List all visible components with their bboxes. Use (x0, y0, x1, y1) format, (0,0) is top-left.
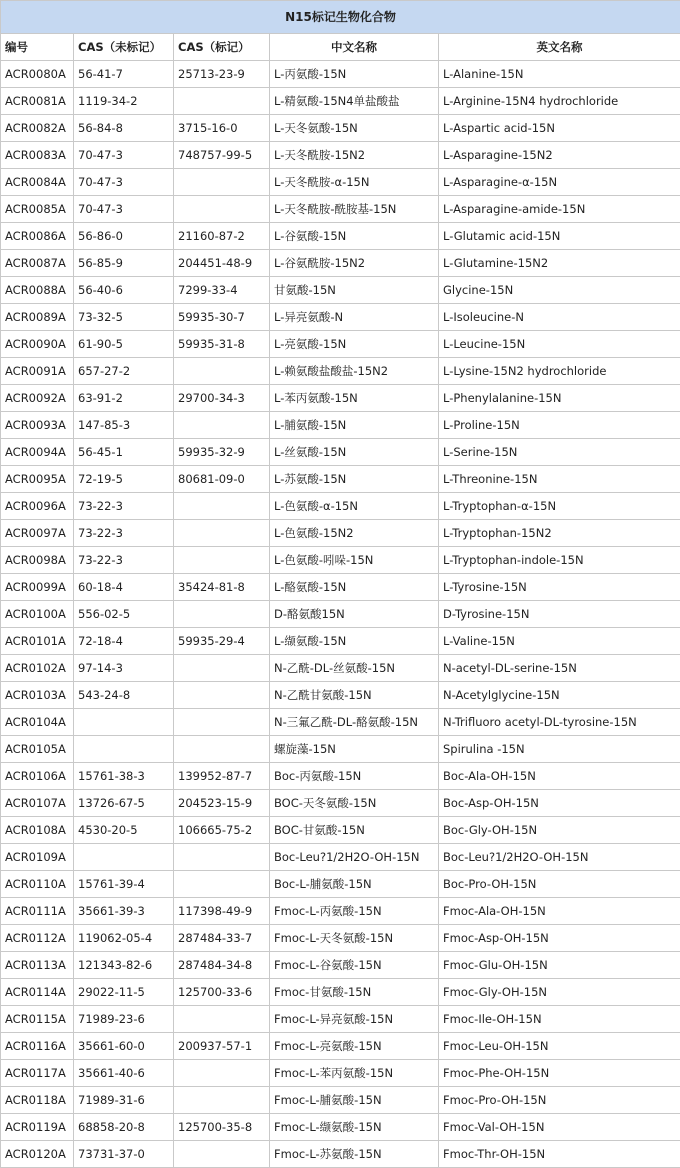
cell-id: ACR0112A (1, 925, 74, 952)
cell-cas-unlabeled: 70-47-3 (74, 196, 174, 223)
table-row (1, 601, 680, 628)
cell-cas-labeled: 59935-32-9 (174, 439, 270, 466)
cell-cas-labeled (174, 871, 270, 898)
cell-cas-unlabeled: 15761-38-3 (74, 763, 174, 790)
cell-english-name: N-Trifluoro acetyl-DL-tyrosine-15N (439, 709, 680, 736)
cell-cas-labeled: 117398-49-9 (174, 898, 270, 925)
cell-cas-unlabeled: 56-84-8 (74, 115, 174, 142)
table-row (1, 682, 680, 709)
cell-cas-unlabeled: 29022-11-5 (74, 979, 174, 1006)
cell-english-name: N-Acetylglycine-15N (439, 682, 680, 709)
cell-id: ACR0099A (1, 574, 74, 601)
cell-cas-labeled (174, 493, 270, 520)
table-row (1, 979, 680, 1006)
cell-cas-unlabeled: 35661-60-0 (74, 1033, 174, 1060)
cell-chinese-name: L-色氨酸-15N2 (270, 520, 439, 547)
cell-cas-unlabeled: 71989-23-6 (74, 1006, 174, 1033)
cell-cas-labeled (174, 709, 270, 736)
cell-id: ACR0085A (1, 196, 74, 223)
cell-cas-unlabeled: 60-18-4 (74, 574, 174, 601)
cell-english-name: L-Threonine-15N (439, 466, 680, 493)
cell-english-name: L-Lysine-15N2 hydrochloride (439, 358, 680, 385)
cell-cas-unlabeled: 56-85-9 (74, 250, 174, 277)
cell-english-name: L-Proline-15N (439, 412, 680, 439)
cell-cas-labeled (174, 358, 270, 385)
cell-english-name: L-Tryptophan-α-15N (439, 493, 680, 520)
cell-chinese-name: Fmoc-L-苯丙氨酸-15N (270, 1060, 439, 1087)
table-title: N15标记生物化合物 (1, 1, 680, 34)
table-row (1, 385, 680, 412)
cell-chinese-name: L-天冬酰胺-15N2 (270, 142, 439, 169)
cell-english-name: Glycine-15N (439, 277, 680, 304)
cell-chinese-name: L-色氨酸-吲哚-15N (270, 547, 439, 574)
cell-chinese-name: L-天冬酰胺-酰胺基-15N (270, 196, 439, 223)
cell-chinese-name: L-亮氨酸-15N (270, 331, 439, 358)
cell-chinese-name: L-谷氨酰胺-15N2 (270, 250, 439, 277)
cell-cas-labeled: 35424-81-8 (174, 574, 270, 601)
cell-id: ACR0081A (1, 88, 74, 115)
cell-chinese-name: L-谷氨酸-15N (270, 223, 439, 250)
cell-chinese-name: Fmoc-甘氨酸-15N (270, 979, 439, 1006)
cell-cas-unlabeled (74, 709, 174, 736)
cell-id: ACR0115A (1, 1006, 74, 1033)
cell-cas-labeled (174, 547, 270, 574)
table-row (1, 115, 680, 142)
cell-chinese-name: 甘氨酸-15N (270, 277, 439, 304)
cell-chinese-name: L-缬氨酸-15N (270, 628, 439, 655)
table-row (1, 61, 680, 88)
cell-cas-labeled (174, 88, 270, 115)
header-cas-unlabeled: CAS（未标记） (74, 34, 174, 61)
cell-cas-labeled (174, 736, 270, 763)
cell-cas-unlabeled: 70-47-3 (74, 169, 174, 196)
cell-english-name: L-Glutamine-15N2 (439, 250, 680, 277)
cell-english-name: L-Asparagine-α-15N (439, 169, 680, 196)
cell-english-name: Fmoc-Asp-OH-15N (439, 925, 680, 952)
cell-cas-labeled (174, 682, 270, 709)
cell-cas-unlabeled: 147-85-3 (74, 412, 174, 439)
cell-id: ACR0111A (1, 898, 74, 925)
cell-english-name: L-Arginine-15N4 hydrochloride (439, 88, 680, 115)
cell-id: ACR0088A (1, 277, 74, 304)
table-row (1, 763, 680, 790)
cell-chinese-name: L-赖氨酸盐酸盐-15N2 (270, 358, 439, 385)
cell-chinese-name: BOC-天冬氨酸-15N (270, 790, 439, 817)
cell-chinese-name: Boc-Leu?1/2H2O-OH-15N (270, 844, 439, 871)
header-cas-labeled: CAS（标记） (174, 34, 270, 61)
cell-english-name: Fmoc-Gly-OH-15N (439, 979, 680, 1006)
cell-cas-labeled: 106665-75-2 (174, 817, 270, 844)
table-row (1, 88, 680, 115)
cell-id: ACR0095A (1, 466, 74, 493)
cell-cas-unlabeled: 68858-20-8 (74, 1114, 174, 1141)
cell-cas-labeled: 200937-57-1 (174, 1033, 270, 1060)
cell-english-name: Fmoc-Ile-OH-15N (439, 1006, 680, 1033)
cell-english-name: Fmoc-Pro-OH-15N (439, 1087, 680, 1114)
cell-id: ACR0094A (1, 439, 74, 466)
cell-cas-labeled: 80681-09-0 (174, 466, 270, 493)
cell-cas-labeled (174, 1006, 270, 1033)
cell-id: ACR0114A (1, 979, 74, 1006)
cell-cas-labeled: 21160-87-2 (174, 223, 270, 250)
cell-cas-unlabeled: 71989-31-6 (74, 1087, 174, 1114)
cell-id: ACR0119A (1, 1114, 74, 1141)
cell-cas-labeled (174, 1060, 270, 1087)
cell-cas-labeled: 204451-48-9 (174, 250, 270, 277)
cell-english-name: L-Phenylalanine-15N (439, 385, 680, 412)
cell-cas-labeled (174, 412, 270, 439)
table-row (1, 358, 680, 385)
cell-cas-unlabeled: 119062-05-4 (74, 925, 174, 952)
cell-cas-labeled: 59935-31-8 (174, 331, 270, 358)
cell-id: ACR0096A (1, 493, 74, 520)
cell-english-name: Fmoc-Phe-OH-15N (439, 1060, 680, 1087)
cell-english-name: L-Glutamic acid-15N (439, 223, 680, 250)
table-row (1, 223, 680, 250)
header-id: 编号 (1, 34, 74, 61)
cell-chinese-name: Fmoc-L-亮氨酸-15N (270, 1033, 439, 1060)
cell-id: ACR0106A (1, 763, 74, 790)
cell-cas-labeled (174, 655, 270, 682)
cell-chinese-name: Fmoc-L-天冬氨酸-15N (270, 925, 439, 952)
cell-english-name: D-Tyrosine-15N (439, 601, 680, 628)
cell-chinese-name: Boc-L-脯氨酸-15N (270, 871, 439, 898)
cell-english-name: Boc-Leu?1/2H2O-OH-15N (439, 844, 680, 871)
cell-id: ACR0109A (1, 844, 74, 871)
cell-cas-unlabeled: 56-41-7 (74, 61, 174, 88)
cell-chinese-name: L-酪氨酸-15N (270, 574, 439, 601)
table-row (1, 520, 680, 547)
cell-english-name: Fmoc-Glu-OH-15N (439, 952, 680, 979)
title-row (1, 1, 680, 34)
cell-chinese-name: L-天冬氨酸-15N (270, 115, 439, 142)
cell-english-name: L-Leucine-15N (439, 331, 680, 358)
cell-cas-unlabeled: 73-22-3 (74, 493, 174, 520)
table-row (1, 331, 680, 358)
cell-chinese-name: Fmoc-L-苏氨酸-15N (270, 1141, 439, 1168)
table-row (1, 628, 680, 655)
cell-english-name: N-acetyl-DL-serine-15N (439, 655, 680, 682)
cell-id: ACR0080A (1, 61, 74, 88)
cell-cas-unlabeled: 63-91-2 (74, 385, 174, 412)
cell-cas-labeled: 287484-33-7 (174, 925, 270, 952)
cell-english-name: L-Asparagine-15N2 (439, 142, 680, 169)
cell-chinese-name: L-脯氨酸-15N (270, 412, 439, 439)
cell-cas-labeled: 3715-16-0 (174, 115, 270, 142)
cell-id: ACR0087A (1, 250, 74, 277)
table-row (1, 736, 680, 763)
table-row (1, 493, 680, 520)
cell-cas-labeled: 7299-33-4 (174, 277, 270, 304)
cell-english-name: Fmoc-Leu-OH-15N (439, 1033, 680, 1060)
cell-cas-unlabeled: 56-86-0 (74, 223, 174, 250)
cell-cas-unlabeled: 121343-82-6 (74, 952, 174, 979)
cell-cas-unlabeled: 13726-67-5 (74, 790, 174, 817)
table-row (1, 574, 680, 601)
cell-cas-labeled: 59935-29-4 (174, 628, 270, 655)
cell-id: ACR0083A (1, 142, 74, 169)
cell-id: ACR0116A (1, 1033, 74, 1060)
cell-cas-unlabeled: 35661-40-6 (74, 1060, 174, 1087)
cell-chinese-name: Boc-丙氨酸-15N (270, 763, 439, 790)
header-chinese-name: 中文名称 (270, 34, 439, 61)
cell-english-name: L-Tryptophan-indole-15N (439, 547, 680, 574)
table-row (1, 1006, 680, 1033)
table-row (1, 898, 680, 925)
cell-cas-labeled: 25713-23-9 (174, 61, 270, 88)
cell-chinese-name: L-异亮氨酸-N (270, 304, 439, 331)
cell-english-name: L-Aspartic acid-15N (439, 115, 680, 142)
cell-cas-labeled (174, 169, 270, 196)
cell-id: ACR0093A (1, 412, 74, 439)
cell-cas-labeled (174, 601, 270, 628)
cell-chinese-name: L-天冬酰胺-α-15N (270, 169, 439, 196)
cell-chinese-name: BOC-甘氨酸-15N (270, 817, 439, 844)
table-row (1, 1060, 680, 1087)
table-row (1, 1033, 680, 1060)
cell-id: ACR0101A (1, 628, 74, 655)
cell-english-name: Boc-Pro-OH-15N (439, 871, 680, 898)
cell-cas-labeled: 287484-34-8 (174, 952, 270, 979)
table-row (1, 304, 680, 331)
cell-cas-unlabeled: 73-32-5 (74, 304, 174, 331)
cell-english-name: L-Serine-15N (439, 439, 680, 466)
cell-chinese-name: L-丙氨酸-15N (270, 61, 439, 88)
cell-chinese-name: N-乙酰-DL-丝氨酸-15N (270, 655, 439, 682)
table-row (1, 709, 680, 736)
cell-cas-labeled: 59935-30-7 (174, 304, 270, 331)
cell-english-name: Boc-Ala-OH-15N (439, 763, 680, 790)
cell-chinese-name: L-色氨酸-α-15N (270, 493, 439, 520)
cell-id: ACR0107A (1, 790, 74, 817)
table-row (1, 817, 680, 844)
cell-chinese-name: L-精氨酸-15N4单盐酸盐 (270, 88, 439, 115)
cell-cas-labeled: 29700-34-3 (174, 385, 270, 412)
cell-chinese-name: L-丝氨酸-15N (270, 439, 439, 466)
cell-id: ACR0092A (1, 385, 74, 412)
cell-cas-unlabeled: 4530-20-5 (74, 817, 174, 844)
cell-cas-labeled (174, 1141, 270, 1168)
cell-chinese-name: Fmoc-L-脯氨酸-15N (270, 1087, 439, 1114)
cell-cas-unlabeled: 72-18-4 (74, 628, 174, 655)
table-row (1, 844, 680, 871)
cell-chinese-name: D-酪氨酸15N (270, 601, 439, 628)
cell-cas-labeled: 204523-15-9 (174, 790, 270, 817)
cell-id: ACR0090A (1, 331, 74, 358)
cell-cas-labeled (174, 844, 270, 871)
cell-chinese-name: N-乙酰甘氨酸-15N (270, 682, 439, 709)
cell-id: ACR0097A (1, 520, 74, 547)
cell-id: ACR0110A (1, 871, 74, 898)
cell-cas-unlabeled: 35661-39-3 (74, 898, 174, 925)
cell-id: ACR0091A (1, 358, 74, 385)
cell-id: ACR0105A (1, 736, 74, 763)
cell-cas-unlabeled: 56-40-6 (74, 277, 174, 304)
table-row (1, 412, 680, 439)
table-row (1, 547, 680, 574)
cell-english-name: L-Isoleucine-N (439, 304, 680, 331)
cell-cas-labeled: 748757-99-5 (174, 142, 270, 169)
header-english-name: 英文名称 (439, 34, 680, 61)
cell-id: ACR0100A (1, 601, 74, 628)
cell-id: ACR0098A (1, 547, 74, 574)
cell-id: ACR0086A (1, 223, 74, 250)
table-row (1, 1114, 680, 1141)
cell-english-name: L-Tyrosine-15N (439, 574, 680, 601)
cell-english-name: Boc-Asp-OH-15N (439, 790, 680, 817)
cell-chinese-name: L-苏氨酸-15N (270, 466, 439, 493)
cell-cas-unlabeled: 73-22-3 (74, 547, 174, 574)
cell-cas-labeled: 125700-35-8 (174, 1114, 270, 1141)
cell-english-name: L-Valine-15N (439, 628, 680, 655)
cell-english-name: Spirulina -15N (439, 736, 680, 763)
cell-chinese-name: Fmoc-L-丙氨酸-15N (270, 898, 439, 925)
table-row (1, 655, 680, 682)
cell-english-name: Fmoc-Val-OH-15N (439, 1114, 680, 1141)
cell-english-name: Fmoc-Ala-OH-15N (439, 898, 680, 925)
cell-cas-labeled (174, 520, 270, 547)
cell-cas-labeled: 125700-33-6 (174, 979, 270, 1006)
cell-cas-unlabeled (74, 736, 174, 763)
table-row (1, 277, 680, 304)
table-row (1, 925, 680, 952)
table-row (1, 1087, 680, 1114)
table-body (1, 61, 680, 1168)
cell-english-name: L-Asparagine-amide-15N (439, 196, 680, 223)
table-row (1, 142, 680, 169)
cell-chinese-name: 螺旋藻-15N (270, 736, 439, 763)
table-row (1, 196, 680, 223)
cell-cas-unlabeled: 97-14-3 (74, 655, 174, 682)
cell-cas-unlabeled: 657-27-2 (74, 358, 174, 385)
cell-cas-unlabeled: 73-22-3 (74, 520, 174, 547)
cell-id: ACR0102A (1, 655, 74, 682)
cell-cas-unlabeled: 556-02-5 (74, 601, 174, 628)
cell-id: ACR0108A (1, 817, 74, 844)
table-row (1, 250, 680, 277)
table-row (1, 871, 680, 898)
table-row (1, 439, 680, 466)
cell-cas-unlabeled: 1119-34-2 (74, 88, 174, 115)
table-row (1, 466, 680, 493)
cell-cas-labeled (174, 1087, 270, 1114)
cell-cas-unlabeled (74, 844, 174, 871)
cell-id: ACR0118A (1, 1087, 74, 1114)
cell-cas-unlabeled: 73731-37-0 (74, 1141, 174, 1168)
cell-cas-unlabeled: 15761-39-4 (74, 871, 174, 898)
cell-english-name: Fmoc-Thr-OH-15N (439, 1141, 680, 1168)
cell-id: ACR0117A (1, 1060, 74, 1087)
cell-cas-unlabeled: 61-90-5 (74, 331, 174, 358)
cell-id: ACR0104A (1, 709, 74, 736)
cell-cas-unlabeled: 543-24-8 (74, 682, 174, 709)
cell-cas-unlabeled: 72-19-5 (74, 466, 174, 493)
table-row (1, 1141, 680, 1168)
cell-cas-unlabeled: 70-47-3 (74, 142, 174, 169)
cell-id: ACR0120A (1, 1141, 74, 1168)
cell-id: ACR0089A (1, 304, 74, 331)
cell-cas-unlabeled: 56-45-1 (74, 439, 174, 466)
cell-cas-labeled: 139952-87-7 (174, 763, 270, 790)
cell-id: ACR0103A (1, 682, 74, 709)
cell-english-name: Boc-Gly-OH-15N (439, 817, 680, 844)
cell-cas-labeled (174, 196, 270, 223)
cell-english-name: L-Tryptophan-15N2 (439, 520, 680, 547)
cell-chinese-name: Fmoc-L-缬氨酸-15N (270, 1114, 439, 1141)
cell-english-name: L-Alanine-15N (439, 61, 680, 88)
cell-id: ACR0084A (1, 169, 74, 196)
table-row (1, 790, 680, 817)
cell-chinese-name: N-三氟乙酰-DL-酪氨酸-15N (270, 709, 439, 736)
cell-id: ACR0113A (1, 952, 74, 979)
header-row (1, 34, 680, 61)
table-row (1, 952, 680, 979)
cell-chinese-name: Fmoc-L-异亮氨酸-15N (270, 1006, 439, 1033)
cell-chinese-name: Fmoc-L-谷氨酸-15N (270, 952, 439, 979)
table-row (1, 169, 680, 196)
cell-id: ACR0082A (1, 115, 74, 142)
cell-chinese-name: L-苯丙氨酸-15N (270, 385, 439, 412)
